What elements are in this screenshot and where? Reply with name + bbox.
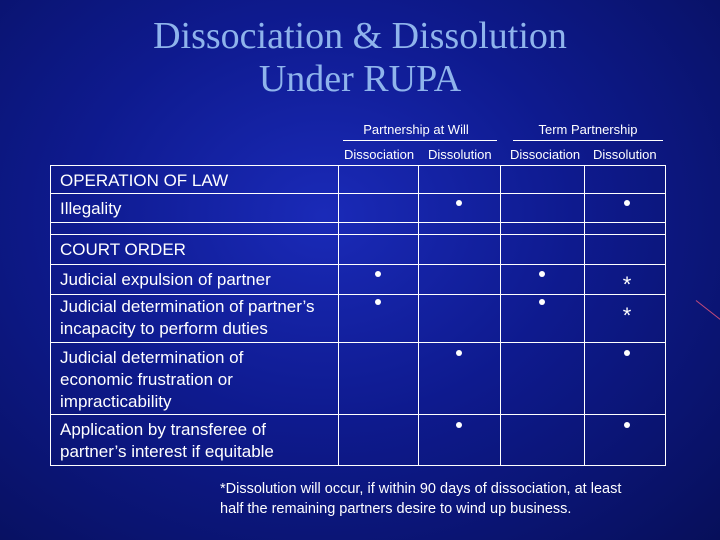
- header-partnership-at-will: Partnership at Will: [363, 122, 469, 137]
- bullet-mark: [375, 271, 381, 277]
- table-hline: [50, 193, 666, 194]
- bullet-mark: [456, 350, 462, 356]
- bullet-mark: [539, 271, 545, 277]
- bullet-mark: [375, 299, 381, 305]
- asterisk-mark: *: [622, 303, 632, 328]
- col-term-dissociation: Dissociation: [510, 147, 581, 162]
- footnote: [220, 479, 680, 519]
- table-vline-2: [418, 165, 419, 466]
- col-will-dissolution: Dissolution: [428, 147, 492, 162]
- header-underline-at-will: [343, 140, 497, 141]
- asterisk-mark: *: [622, 272, 632, 297]
- slide-title-line-2: Under RUPA: [258, 58, 462, 100]
- table-hline: [50, 264, 666, 265]
- table-hline: [50, 342, 666, 343]
- col-term-dissolution: Dissolution: [593, 147, 657, 162]
- table-hline: [50, 222, 666, 223]
- header-underline-term: [513, 140, 663, 141]
- table-hline: [50, 414, 666, 415]
- table-hline: [50, 234, 666, 235]
- footnote-line-1: *Dissolution will occur, if within 90 days of dissociation, at least: [220, 481, 622, 497]
- row-judicial-incapacity-line-1: Judicial determination of partner’s: [60, 297, 315, 316]
- row-transferee-line-2: partner’s interest if equitable: [60, 442, 274, 461]
- bullet-mark: [624, 422, 630, 428]
- row-transferee-line-1: Application by transferee of: [60, 420, 267, 439]
- col-will-dissociation: Dissociation: [344, 147, 415, 162]
- row-economic-frustration-line-1: Judicial determination of: [60, 348, 244, 367]
- row-judicial-incapacity-line-2: incapacity to perform duties: [60, 319, 268, 338]
- bullet-mark: [624, 200, 630, 206]
- row-court-order: COURT ORDER: [60, 240, 186, 259]
- table-hline: [50, 294, 666, 295]
- row-operation-of-law: OPERATION OF LAW: [60, 171, 229, 190]
- row-economic-frustration-line-2: economic frustration or: [60, 370, 233, 389]
- decorative-diagonal-line: [696, 300, 720, 325]
- table-vline-4: [584, 165, 585, 466]
- bullet-mark: [456, 200, 462, 206]
- table-vline-3: [500, 165, 501, 466]
- table-vline-1: [338, 165, 339, 466]
- slide-title-line-1: Dissociation & Dissolution: [153, 15, 567, 57]
- row-economic-frustration-line-3: impracticability: [60, 392, 172, 411]
- row-judicial-expulsion: Judicial expulsion of partner: [60, 270, 271, 289]
- bullet-mark: [624, 350, 630, 356]
- row-illegality: Illegality: [60, 199, 122, 218]
- header-term-partnership: Term Partnership: [538, 122, 638, 137]
- bullet-mark: [539, 299, 545, 305]
- bullet-mark: [456, 422, 462, 428]
- footnote-line-2: half the remaining partners desire to wind up business.: [220, 501, 572, 517]
